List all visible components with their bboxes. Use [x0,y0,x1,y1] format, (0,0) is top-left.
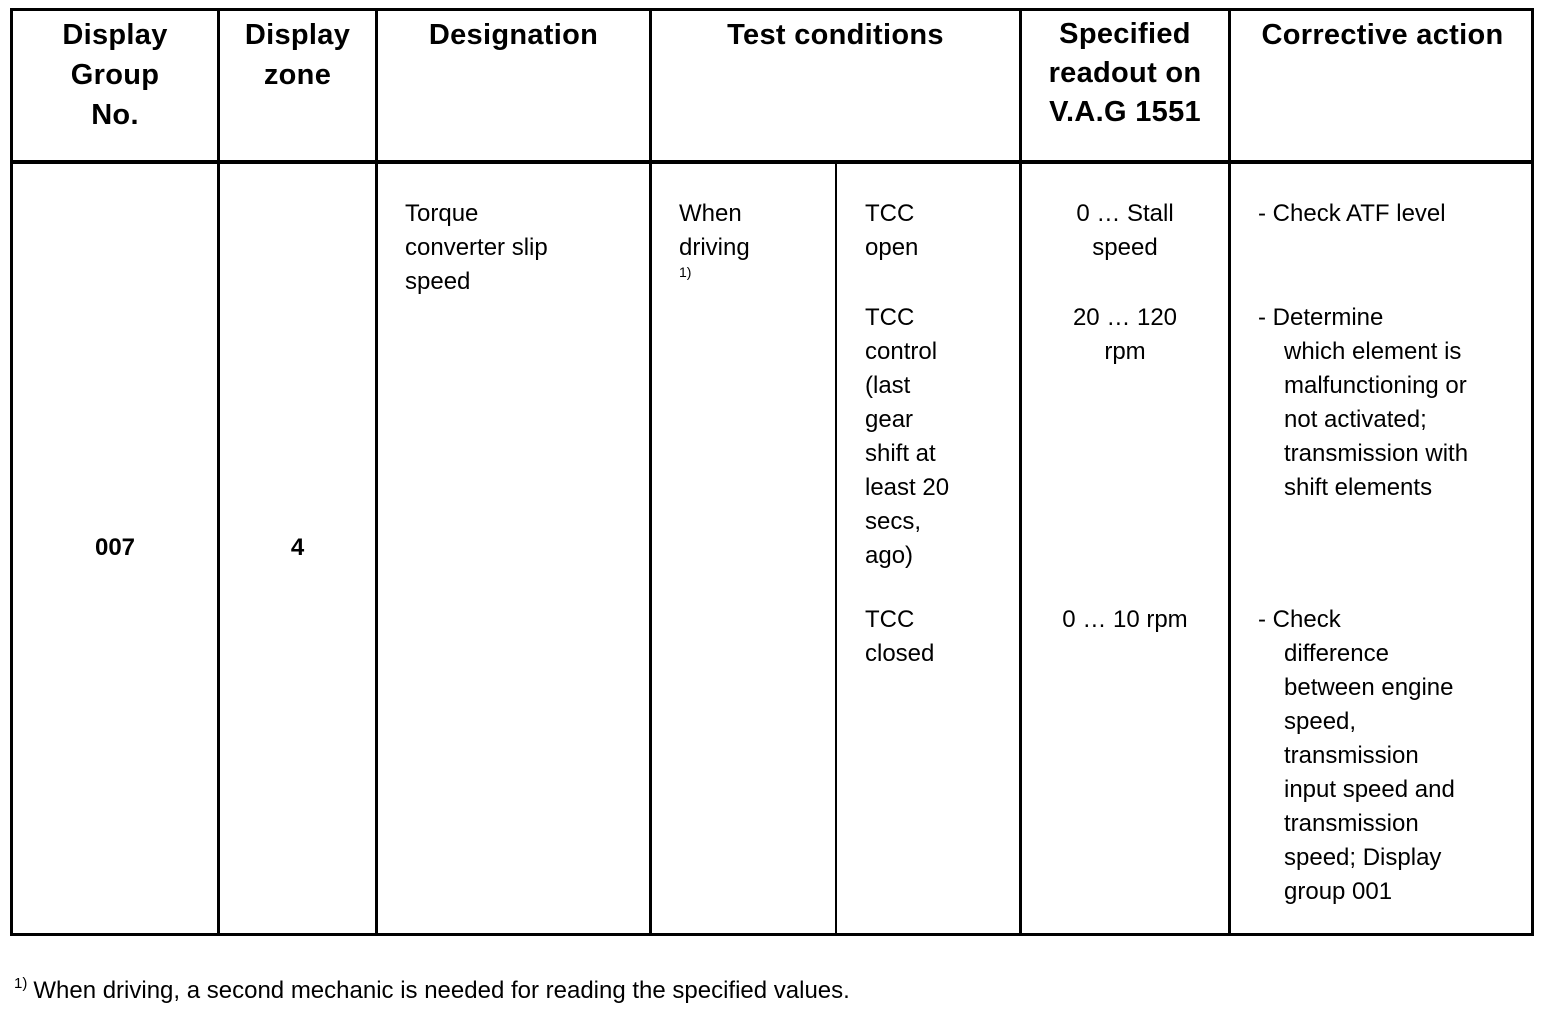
sub-condition: TCC open [865,200,919,261]
column-divider [217,11,220,933]
cell-condition-main [679,197,829,279]
readout-value: 0 … Stall speed [1076,200,1174,261]
footnote-marker: 1) [14,975,28,992]
cell-display-zone: 4 [290,534,305,561]
readout-value: 20 … 120 rpm [1072,304,1178,365]
footnote-ref: 1) [679,264,692,280]
column-divider [1019,11,1022,933]
column-divider [1228,11,1231,933]
cell-display-group-no: 007 [94,534,136,561]
footnote [14,968,850,1007]
readout-value: 0 … 10 rpm [1062,606,1188,633]
header-display-zone: Display zone [244,19,351,91]
header-test-conditions: Test conditions [727,19,944,51]
column-divider [835,163,837,933]
header-display-group-no: Display Group No. [62,19,168,131]
sub-condition: TCC control (last gear shift at least 20 secs, ago) [865,304,950,569]
cell-designation: Torque converter slip speed [405,200,548,295]
column-divider [649,11,652,933]
header-divider [13,160,1531,164]
header-corrective-action: Corrective action [1261,19,1504,51]
column-divider [375,11,378,933]
corrective-action-item: - Check difference between engine speed, transmission input speed and transmission speed; Display group 001 [1258,606,1455,905]
corrective-action-item: - Determine which element is malfunctioning or not activated; transmission with shift elements [1258,304,1469,501]
header-designation: Designation [428,19,599,51]
diagnostic-table [10,8,1534,936]
condition-main-text: When driving [679,200,750,261]
footnote-text: When driving, a second mechanic is needed for reading the specified values. [33,977,850,1004]
header-specified-readout: Specified readout on V.A.G 1551 [1048,18,1202,128]
sub-condition: TCC closed [865,606,935,667]
corrective-action-item: - Check ATF level [1258,200,1446,227]
